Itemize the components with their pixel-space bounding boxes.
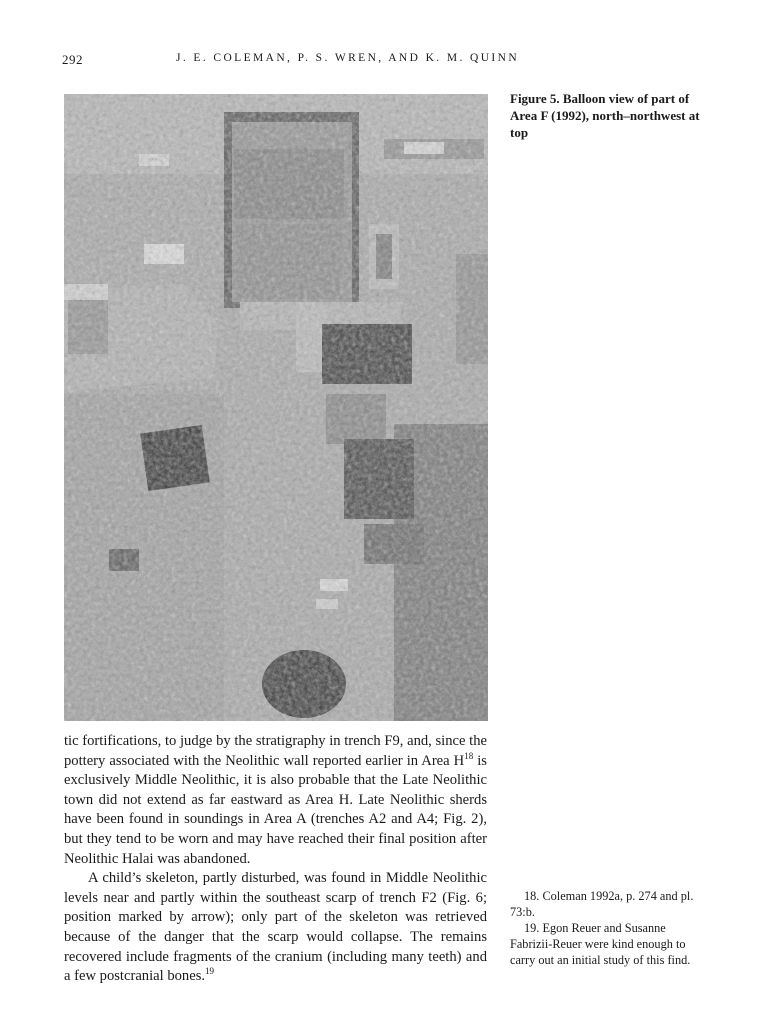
paragraph: A child’s skeleton, partly disturbed, was found in Middle Neolithic levels near and partly within the southeast scarp of trench F2 (Fig. 6; position marked by arrow); only part of the skeleton was retrieved because of the danger that the scarp would collapse. The remains recovered include fragments of the cranium (including many teeth) and a few postcranial bones.$^{19}$	[64, 870, 487, 985]
figure-photo	[64, 94, 488, 721]
running-head: J. E. COLEMAN, P. S. WREN, AND K. M. QUINN	[176, 52, 520, 64]
footnote-18: 18. Coleman 1992a, p. 274 and pl. 73:b.	[510, 889, 694, 919]
footnote-ref: 18	[464, 750, 474, 761]
body-text	[64, 732, 487, 987]
footnote-ref: 19	[205, 966, 215, 977]
paragraph: tic fortifications, to judge by the stratigraphy in trench F9, and, since the pottery associated with the Neolithic wall reported earlier in Area $H^{18}$ is exclusively Middle Neolithic, it is also probable that the Late Neolithic town did not extend as far eastward as Area H. Late Neolithic sherds have been found in soundings in Area A (trenches A2 and A4; Fig. 2), but they tend to be worn and may have reached their final position after Neolithic Halai was abandoned.	[64, 733, 487, 867]
footnotes	[510, 888, 700, 968]
figure-caption: Figure 5. Balloon view of part of Area F (1992), north–northwest at top	[510, 91, 700, 140]
page-number: 292	[62, 52, 83, 67]
balloon-view-photo	[64, 94, 488, 721]
footnote-19: 19. Egon Reuer and Susanne Fabrizii-Reuer were kind enough to carry out an initial study of this find.	[510, 921, 691, 967]
